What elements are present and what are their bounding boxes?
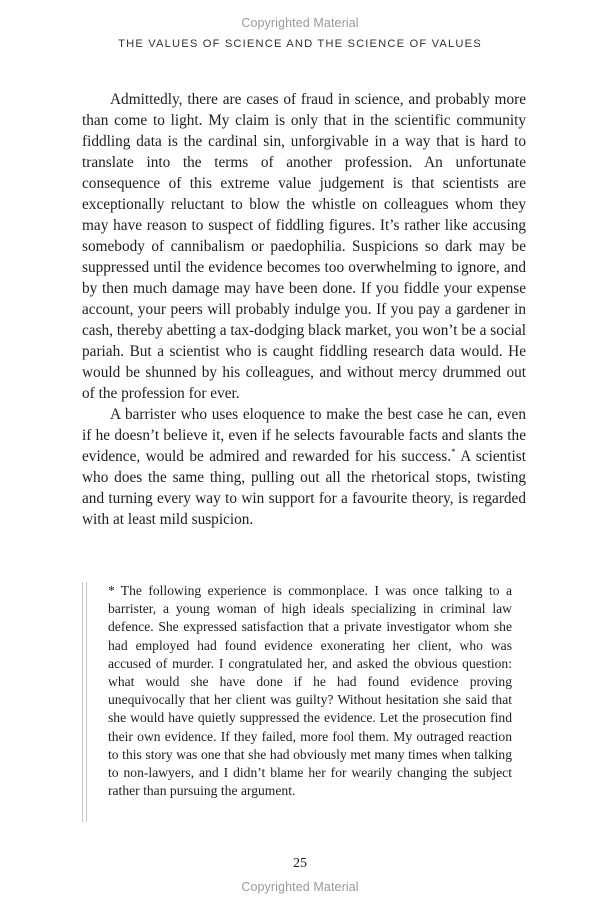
footnote-margin-bar [82,582,87,822]
paragraph-2-text: A barrister who uses eloquence to make the best case he can, even if he doesn’t believe it, even if he selects favourable facts and slants the evidence, would be admired and rewarded for his success. [82,406,526,465]
paragraph-2-continuation: A scientist who does the same thing, pulling out all the rhetorical stops, twisting and turning every way to win support for a favourite theory, is regarded with at least mild suspicion. [82,448,526,528]
copyright-watermark-bottom: Copyrighted Material [241,880,359,894]
footnote-marker: * [108,583,115,598]
paragraph-1: Admittedly, there are cases of fraud in science, and probably more than come to light. My claim is only that in the scientific community fiddling data is the cardinal sin, unforgivable in a way that is hard to translate into the terms of another profession. An unfortunate consequence of this extreme value judgement is that scientists are exceptionally reluctant to blow the whistle on colleagues whom they may have reason to suspect of fiddling figures. It’s rather like accusing somebody of cannibalism or paedophilia. Suspicions so dark may be suppressed until the evidence becomes too overwhelming to ignore, and by then much damage may have been done. If you fiddle your expense account, your peers will probably indulge you. If you pay a gardener in cash, thereby abetting a tax-dodging black market, you won’t be a social pariah. But a scientist who is caught fiddling research data would. He would be shunned by his colleagues, and without mercy drummed out of the profession for ever. [82,91,526,402]
footnote [82,582,526,828]
footnote-body: The following experience is commonplace. I was once talking to a barrister, a young woman of high ideals specializing in criminal law defence. She expressed satisfaction that a private investigator whom she had employed had found evidence exonerating her client, who was accused of murder. I congratulated her, and asked the obvious question: what would she have done if he had found evidence proving unequivocally that her client was guilty? Without hesitation she said that she would have quietly suppressed the evidence. Let the prosecution find their own evidence. If they failed, more fool them. My outraged reaction to this story was one that she had obviously met many times when talking to non-lawyers, and I didn’t blame her for wearily changing the subject rather than pursuing the argument. [108,583,512,799]
page-number: 25 [293,856,307,871]
paragraph-2 [82,404,526,530]
running-head: THE VALUES OF SCIENCE AND THE SCIENCE OF VALUES [118,38,482,50]
main-body-text [82,89,526,530]
footnote-text-block [108,582,512,800]
footnote-reference[interactable]: * [451,447,456,457]
copyright-watermark-top: Copyrighted Material [241,16,359,30]
